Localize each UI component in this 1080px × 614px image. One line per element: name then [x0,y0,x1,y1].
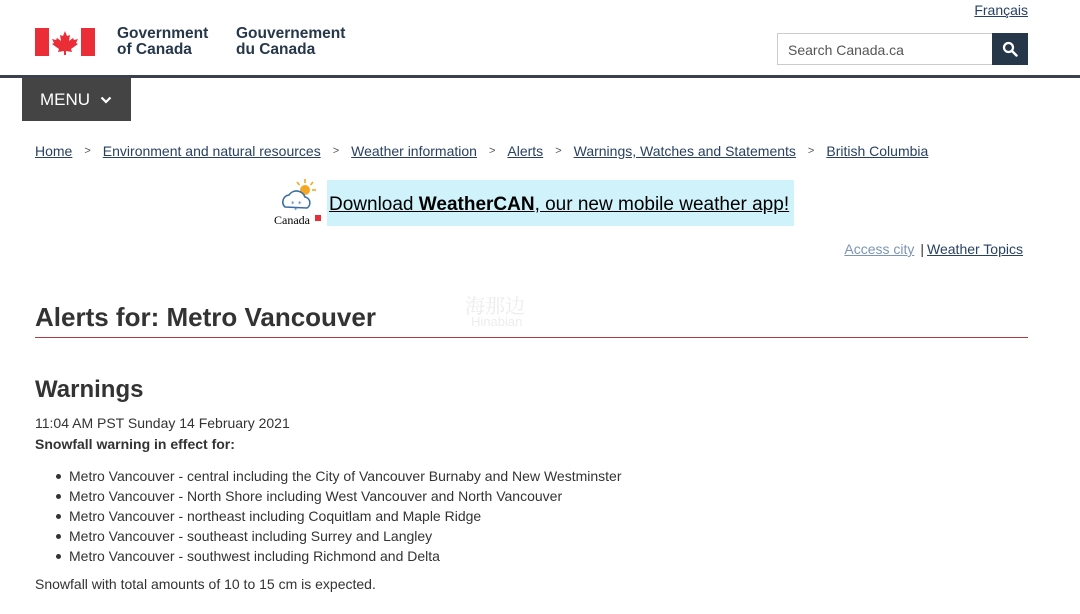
breadcrumb-environment[interactable]: Environment and natural resources [102,143,321,159]
breadcrumb-british-columbia[interactable]: British Columbia [826,143,929,159]
search-icon [1002,41,1018,57]
issued-timestamp: 11:04 AM PST Sunday 14 February 2021 [35,415,290,431]
snowfall-forecast-text: Snowfall with total amounts of 10 to 15 cm is expected. [35,576,376,592]
gov-en-line2: of Canada [117,41,192,58]
gov-fr-line2: du Canada [236,41,316,58]
watermark-text: 海那边 [465,296,525,318]
weather-topics-link[interactable]: Weather Topics [927,241,1023,257]
government-name-english[interactable] [117,26,208,58]
list-item: Metro Vancouver - northeast including Coquitlam and Maple Ridge [69,506,621,526]
warnings-heading: Warnings [35,376,144,403]
warning-effect-label: Snowfall warning in effect for: [35,436,235,452]
breadcrumb-separator: > [807,145,815,157]
menu-button[interactable] [22,78,131,121]
search-input[interactable]: Search Canada.ca [777,33,993,65]
list-item: Metro Vancouver - southwest including Richmond and Delta [69,546,621,566]
breadcrumb-separator: > [84,145,91,157]
breadcrumb-alerts[interactable]: Alerts [507,143,544,159]
access-city-link[interactable]: Access city [844,241,915,257]
header-divider [0,75,1080,78]
page-title: Alerts for: Metro Vancouver [35,302,376,332]
breadcrumb-separator: > [332,145,340,157]
gov-fr-line1: Gouvernement [236,25,346,42]
breadcrumb-separator: > [555,145,562,157]
government-name-french[interactable] [236,26,345,58]
breadcrumb-warnings[interactable]: Warnings, Watches and Statements [573,143,796,159]
weathercan-banner[interactable] [272,177,794,229]
banner-app-name: WeatherCAN [418,194,535,215]
list-item: Metro Vancouver - North Shore including West Vancouver and North Vancouver [69,486,621,506]
svg-text:*: * [298,200,302,208]
search-button[interactable] [992,33,1028,65]
canada-wordmark: Canada [274,213,310,227]
language-toggle-link[interactable]: Français [974,2,1028,18]
watermark-subtext: Hinabian [471,314,523,329]
breadcrumb-weather-information[interactable]: Weather information [351,143,477,159]
topic-links [844,241,1023,257]
affected-regions-list [69,466,621,566]
chevron-down-icon [100,96,112,104]
banner-text-before: Download [329,194,419,215]
title-divider [35,337,1028,338]
list-item: Metro Vancouver - southeast including Surrey and Langley [69,526,621,546]
menu-label: MENU [40,89,91,109]
banner-text-after: , our new mobile weather app! [534,194,790,215]
list-item: Metro Vancouver - central including the City of Vancouver Burnaby and New Westminster [69,468,622,484]
weathercan-download-link[interactable] [327,180,794,226]
svg-text:*: * [291,200,295,208]
breadcrumb-separator: > [488,145,496,157]
gov-en-line1: Government [117,25,209,42]
svg-text:*: * [294,206,298,214]
topic-separator: | [920,241,925,257]
breadcrumb-home[interactable]: Home [35,143,73,159]
canada-flag-icon[interactable] [35,28,95,56]
breadcrumb [35,143,928,159]
